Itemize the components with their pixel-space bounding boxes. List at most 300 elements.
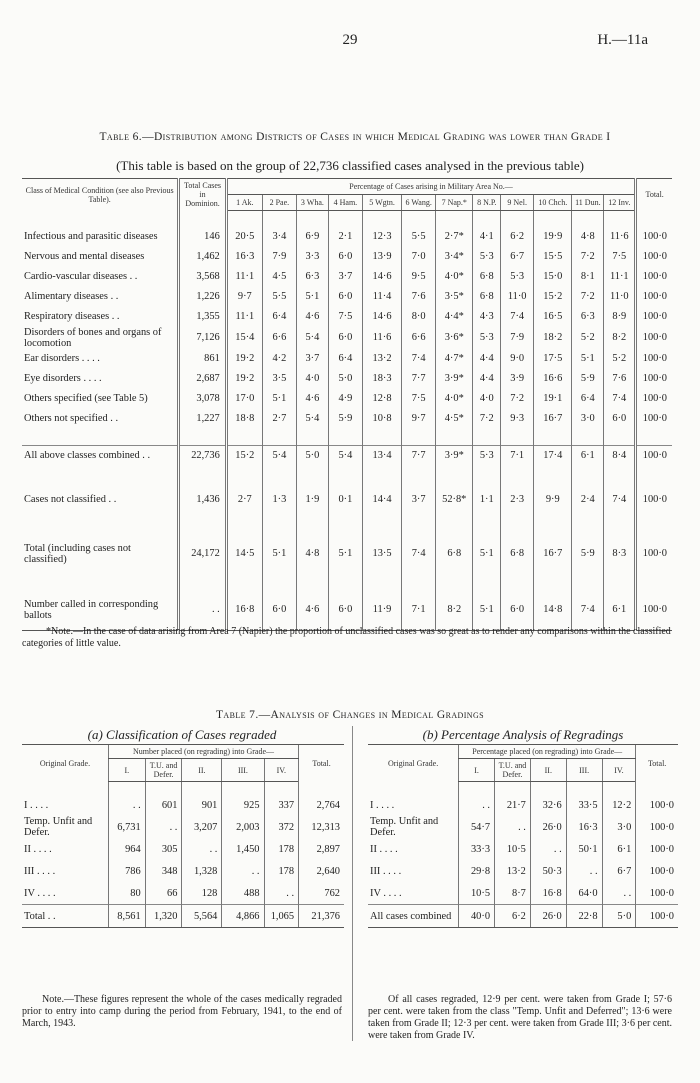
percent-cell: 7·9 (262, 247, 296, 267)
percent-cell: 5·1 (328, 534, 362, 574)
header-grade-5: IV. (602, 759, 636, 782)
ballots-row (22, 590, 672, 631)
row-label: II . . . . (370, 843, 398, 855)
table-row (22, 369, 672, 389)
value-cell: 925 (222, 794, 264, 816)
header-grade-4: III. (566, 759, 602, 782)
table-row (22, 287, 672, 307)
percent-cell: 6·9 (296, 227, 328, 247)
percent-cell: 15·4 (226, 327, 262, 349)
total-cell: 100·0 (636, 860, 678, 882)
header-grade-3: II. (530, 759, 566, 782)
total-cell: 762 (299, 882, 344, 905)
percent-cell: 5·1 (473, 590, 501, 631)
value-cell: . . (108, 794, 145, 816)
percent-cell: 7·4 (402, 349, 436, 369)
row-label: All cases combined (368, 905, 459, 928)
row-label: Total (including cases not classified) (24, 542, 131, 565)
row-label: Infectious and parasitic diseases (24, 231, 158, 242)
percent-cell: 3·7 (296, 349, 328, 369)
total-cell: 100·0 (636, 287, 672, 307)
percent-cell: 3·7 (402, 490, 436, 510)
row-label: Alimentary diseases . . (24, 291, 119, 302)
percent-cell: 2·4 (572, 490, 604, 510)
percent-cell: 5·1 (572, 349, 604, 369)
percent-cell: 9·9 (534, 490, 572, 510)
total-cell: 100·0 (636, 490, 672, 510)
value-cell: 4,866 (222, 905, 264, 928)
table-row (22, 838, 344, 860)
percent-cell: 7·1 (402, 590, 436, 631)
percent-cell: 5·4 (328, 445, 362, 466)
percent-cell: 13·9 (362, 247, 401, 267)
row-label: Respiratory diseases . . (24, 311, 120, 322)
header-total: Total. (636, 745, 678, 782)
percent-cell: 6·4 (262, 307, 296, 327)
page-number: 29 (342, 32, 358, 48)
not-classified-row (22, 490, 672, 510)
percent-cell: 4·0 (296, 369, 328, 389)
value-cell: 372 (264, 816, 299, 838)
spacer-row (22, 210, 672, 227)
percent-cell: 3·9* (436, 369, 473, 389)
percent-cell: 16·6 (534, 369, 572, 389)
spacer-row (22, 429, 672, 446)
header-area-2: 2 Pae. (262, 194, 296, 210)
percent-cell: 0·1 (328, 490, 362, 510)
percent-cell: 14·6 (362, 307, 401, 327)
value-cell: 66 (145, 882, 182, 905)
percent-cell: 6·8 (473, 267, 501, 287)
percent-cell: 4·3 (473, 307, 501, 327)
cases-cell: 1,436 (179, 490, 226, 510)
table-row (22, 794, 344, 816)
percent-cell: 7·4 (501, 307, 534, 327)
percent-cell: 4·5 (262, 267, 296, 287)
total-row (22, 905, 344, 928)
percent-cell: 5·1 (473, 534, 501, 574)
value-cell: 488 (222, 882, 264, 905)
cases-cell: 146 (179, 227, 226, 247)
row-label: II . . . . (24, 843, 52, 855)
percent-cell: 5·3 (473, 247, 501, 267)
table7-title: Table 7.—Analysis of Changes in Medical Gradings (216, 709, 484, 721)
total-cell: 100·0 (636, 267, 672, 287)
percent-cell: 6·3 (572, 307, 604, 327)
value-cell: 348 (145, 860, 182, 882)
percent-cell: 5·3 (501, 267, 534, 287)
percent-cell: 9·7 (402, 409, 436, 429)
total-cell: 2,640 (299, 860, 344, 882)
percent-cell: 3·5* (436, 287, 473, 307)
value-cell: 5·0 (602, 905, 636, 928)
table-row (368, 794, 678, 816)
percent-cell: 4·0 (473, 389, 501, 409)
value-cell: 8,561 (108, 905, 145, 928)
percent-cell: 4·8 (572, 227, 604, 247)
percent-cell: 7·6 (402, 287, 436, 307)
percent-cell: 5·2 (604, 349, 636, 369)
percent-cell: 4·9 (328, 389, 362, 409)
value-cell: . . (222, 860, 264, 882)
value-cell: 54·7 (459, 816, 495, 838)
cases-cell: 7,126 (179, 327, 226, 349)
value-cell: 10·5 (495, 838, 531, 860)
value-cell: 901 (182, 794, 222, 816)
value-cell: 2,003 (222, 816, 264, 838)
percent-cell: 1·3 (262, 490, 296, 510)
value-cell: 33·5 (566, 794, 602, 816)
total-cell: 100·0 (636, 389, 672, 409)
row-label: Nervous and mental diseases (24, 251, 145, 262)
percent-cell: 7·2 (572, 287, 604, 307)
percent-cell: 7·9 (501, 327, 534, 349)
percent-cell: 4·4 (473, 369, 501, 389)
percent-cell: 6·8 (501, 534, 534, 574)
percent-cell: 4·1 (473, 227, 501, 247)
header-total: Total. (636, 179, 672, 211)
total-cell: 12,313 (299, 816, 344, 838)
percent-cell: 4·6 (296, 307, 328, 327)
percent-cell: 17·4 (534, 445, 572, 466)
percent-cell: 19·2 (226, 349, 262, 369)
value-cell: 1,328 (182, 860, 222, 882)
percent-cell: 6·4 (328, 349, 362, 369)
percent-cell: 8·4 (604, 445, 636, 466)
value-cell: . . (182, 838, 222, 860)
total-cell: 100·0 (636, 349, 672, 369)
percent-cell: 15·2 (226, 445, 262, 466)
value-cell: 601 (145, 794, 182, 816)
table-row (22, 882, 344, 905)
percent-cell: 14·5 (226, 534, 262, 574)
value-cell: 1,065 (264, 905, 299, 928)
percent-cell: 11·6 (604, 227, 636, 247)
percent-cell: 14·4 (362, 490, 401, 510)
percent-cell: 8·9 (604, 307, 636, 327)
header-area-3: 3 Wha. (296, 194, 328, 210)
value-cell: 6,731 (108, 816, 145, 838)
percent-cell: 6·1 (604, 590, 636, 631)
value-cell: 64·0 (566, 882, 602, 905)
percent-cell: 6·8 (473, 287, 501, 307)
table-row (368, 838, 678, 860)
total-cell: 100·0 (636, 534, 672, 574)
percent-cell: 13·4 (362, 445, 401, 466)
table-row (368, 860, 678, 882)
cases-cell: . . (179, 590, 226, 631)
total-cell: 21,376 (299, 905, 344, 928)
row-label: I . . . . (370, 799, 395, 811)
table-row (22, 349, 672, 369)
percent-cell: 6·0 (328, 287, 362, 307)
percent-cell: 5·5 (402, 227, 436, 247)
percent-cell: 6·0 (501, 590, 534, 631)
spacer-row (22, 574, 672, 590)
percent-cell: 15·0 (534, 267, 572, 287)
table6-footnote: *Note.—In the case of data arising from Area 7 (Napier) the proportion of unclassified cases was so great as to render any comparisons within the classified categories of little value. (22, 626, 671, 649)
percent-cell: 4·0* (436, 267, 473, 287)
value-cell: 6·1 (602, 838, 636, 860)
percent-cell: 4·7* (436, 349, 473, 369)
table-row (22, 409, 672, 429)
percent-cell: 15·5 (534, 247, 572, 267)
row-label: Disorders of bones and organs of locomotion (24, 326, 162, 349)
cases-cell: 3,078 (179, 389, 226, 409)
value-cell: 40·0 (459, 905, 495, 928)
value-cell: 3,207 (182, 816, 222, 838)
percent-cell: 11·1 (604, 267, 636, 287)
value-cell: . . (566, 860, 602, 882)
row-label: Eye disorders . . . . (24, 373, 102, 384)
percent-cell: 5·1 (296, 287, 328, 307)
percent-cell: 3·6* (436, 327, 473, 349)
value-cell: 8·7 (495, 882, 531, 905)
percent-cell: 6·0 (328, 247, 362, 267)
value-cell: 964 (108, 838, 145, 860)
total-cell: 100·0 (636, 247, 672, 267)
row-label: III . . . . (24, 865, 56, 877)
header-area-4: 4 Ham. (328, 194, 362, 210)
percent-cell: 5·0 (296, 445, 328, 466)
table6-title: Table 6.—Distribution among Districts of Cases in which Medical Grading was lower than Grade I (99, 131, 611, 143)
percent-cell: 8·2 (604, 327, 636, 349)
header-number-placed: Number placed (on regrading) into Grade— (108, 745, 298, 759)
total-cell: 100·0 (636, 794, 678, 816)
percent-cell: 7·4 (402, 534, 436, 574)
percent-cell: 12·3 (362, 227, 401, 247)
percent-cell: 15·2 (534, 287, 572, 307)
header-grade-2: T.U. and Defer. (495, 759, 531, 782)
percent-cell: 7·6 (604, 369, 636, 389)
value-cell: 13·2 (495, 860, 531, 882)
percent-cell: 17·0 (226, 389, 262, 409)
cases-cell: 861 (179, 349, 226, 369)
value-cell: 33·3 (459, 838, 495, 860)
percent-cell: 7·7 (402, 445, 436, 466)
table7a-note: Note.—These figures represent the whole of the cases medically regraded prior to entry into camp during the period from February, 1941, to the end of March, 1943. (22, 994, 342, 1029)
row-label: All above classes combined . . (22, 445, 179, 466)
percent-cell: 3·3 (296, 247, 328, 267)
value-cell: 305 (145, 838, 182, 860)
total-cell: 100·0 (636, 590, 672, 631)
row-label: Others not specified . . (24, 413, 119, 424)
percent-cell: 11·0 (501, 287, 534, 307)
cases-cell: 22,736 (179, 445, 226, 466)
percent-cell: 9·5 (402, 267, 436, 287)
value-cell: 1,320 (145, 905, 182, 928)
value-cell: 26·0 (530, 816, 566, 838)
table-row (22, 860, 344, 882)
value-cell: 1,450 (222, 838, 264, 860)
cases-cell: 2,687 (179, 369, 226, 389)
percent-cell: 6·7 (501, 247, 534, 267)
percent-cell: 3·9 (501, 369, 534, 389)
percent-cell: 13·2 (362, 349, 401, 369)
percent-cell: 4·4 (473, 349, 501, 369)
value-cell: 16·3 (566, 816, 602, 838)
cases-cell: 1,355 (179, 307, 226, 327)
header-area-5: 5 Wgtn. (362, 194, 401, 210)
total-row (22, 534, 672, 574)
table7a-subtitle: (a) Classification of Cases regraded (87, 727, 277, 742)
spacer-row (22, 510, 672, 534)
total-cell: 100·0 (636, 327, 672, 349)
percent-cell: 18·3 (362, 369, 401, 389)
header-area-10: 10 Chch. (534, 194, 572, 210)
percent-cell: 6·3 (296, 267, 328, 287)
percent-cell: 19·2 (226, 369, 262, 389)
value-cell: 128 (182, 882, 222, 905)
percent-cell: 3·4 (262, 227, 296, 247)
row-label: Temp. Unfit and Defer. (370, 816, 439, 838)
percent-cell: 13·5 (362, 534, 401, 574)
value-cell: 178 (264, 838, 299, 860)
percent-cell: 4·4* (436, 307, 473, 327)
header-grade-2: T.U. and Defer. (145, 759, 182, 782)
percent-cell: 1·1 (473, 490, 501, 510)
table-row (368, 816, 678, 838)
percent-cell: 11·1 (226, 267, 262, 287)
header-grade-1: I. (459, 759, 495, 782)
percent-cell: 2·7 (226, 490, 262, 510)
table-row (22, 247, 672, 267)
row-label: Total . . (22, 905, 108, 928)
header-area-9: 9 Nel. (501, 194, 534, 210)
header-area-group: Percentage of Cases arising in Military Area No.— (226, 179, 636, 195)
percent-cell: 6·2 (501, 227, 534, 247)
header-area-12: 12 Inv. (604, 194, 636, 210)
percent-cell: 11·9 (362, 590, 401, 631)
percent-cell: 4·5* (436, 409, 473, 429)
value-cell: . . (602, 882, 636, 905)
percent-cell: 3·4* (436, 247, 473, 267)
page-reference: H.—11a (597, 32, 648, 48)
table7b (368, 744, 678, 928)
value-cell: 337 (264, 794, 299, 816)
percent-cell: 20·5 (226, 227, 262, 247)
percent-cell: 1·9 (296, 490, 328, 510)
percent-cell: 19·1 (534, 389, 572, 409)
percent-cell: 2·7 (262, 409, 296, 429)
percent-cell: 6·4 (572, 389, 604, 409)
percent-cell: 16·8 (226, 590, 262, 631)
value-cell: . . (530, 838, 566, 860)
percent-cell: 5·0 (328, 369, 362, 389)
percent-cell: 5·1 (262, 534, 296, 574)
percent-cell: 9·0 (501, 349, 534, 369)
total-row (368, 905, 678, 928)
cases-cell: 1,227 (179, 409, 226, 429)
value-cell: . . (459, 794, 495, 816)
percent-cell: 4·8 (296, 534, 328, 574)
value-cell: 80 (108, 882, 145, 905)
percent-cell: 14·8 (534, 590, 572, 631)
row-label: Others specified (see Table 5) (24, 393, 148, 404)
total-cell: 100·0 (636, 369, 672, 389)
percent-cell: 8·1 (572, 267, 604, 287)
percent-cell: 7·4 (572, 590, 604, 631)
total-cell: 2,764 (299, 794, 344, 816)
header-total-cases: Total Cases in Dominion. (179, 179, 226, 211)
value-cell: 178 (264, 860, 299, 882)
percent-cell: 3·5 (262, 369, 296, 389)
spacer-row (22, 782, 344, 795)
percent-cell: 14·6 (362, 267, 401, 287)
percent-cell: 52·8* (436, 490, 473, 510)
percent-cell: 16·5 (534, 307, 572, 327)
cases-cell: 1,226 (179, 287, 226, 307)
header-area-7: 7 Nap.* (436, 194, 473, 210)
percent-cell: 8·2 (436, 590, 473, 631)
percent-cell: 7·7 (402, 369, 436, 389)
percent-cell: 9·7 (226, 287, 262, 307)
total-cell: 100·0 (636, 227, 672, 247)
table6 (22, 178, 672, 631)
percent-cell: 6·0 (262, 590, 296, 631)
cases-cell: 24,172 (179, 534, 226, 574)
percent-cell: 6·0 (328, 327, 362, 349)
header-original-grade: Original Grade. (22, 745, 108, 782)
value-cell: 22·8 (566, 905, 602, 928)
percent-cell: 18·8 (226, 409, 262, 429)
total-cell: 100·0 (636, 838, 678, 860)
header-grade-1: I. (108, 759, 145, 782)
row-label: I . . . . (24, 799, 49, 811)
total-cell: 100·0 (636, 409, 672, 429)
total-cell: 100·0 (636, 445, 672, 466)
row-label: Number called in corresponding ballots (22, 590, 179, 631)
percent-cell: 6·0 (604, 409, 636, 429)
total-cell: 100·0 (636, 307, 672, 327)
percent-cell: 11·1 (226, 307, 262, 327)
percent-cell: 11·0 (604, 287, 636, 307)
percent-cell: 5·1 (262, 389, 296, 409)
percent-cell: 11·4 (362, 287, 401, 307)
percent-cell: 5·3 (473, 327, 501, 349)
percent-cell: 4·6 (296, 389, 328, 409)
row-label: IV . . . . (370, 887, 402, 899)
percent-cell: 5·4 (262, 445, 296, 466)
value-cell: 21·7 (495, 794, 531, 816)
row-label: Cardio-vascular diseases . . (24, 271, 138, 282)
percent-cell: 6·8 (436, 534, 473, 574)
percent-cell: 7·5 (402, 389, 436, 409)
header-original-grade: Original Grade. (368, 745, 459, 782)
percent-cell: 7·1 (501, 445, 534, 466)
value-cell: 786 (108, 860, 145, 882)
row-label: Cases not classified . . (24, 494, 117, 505)
table7b-note: Of all cases regraded, 12·9 per cent. were taken from Grade I; 57·6 per cent. were taken from the class "Temp. Unfit and Deferred"; 13·6 were taken from Grade II; 12·3 per cent. were taken from Grade III; 3·6 per cent. were taken from Grade IV. (368, 994, 672, 1041)
table7b-subtitle: (b) Percentage Analysis of Regradings (422, 727, 624, 742)
header-area-11: 11 Dun. (572, 194, 604, 210)
percent-cell: 3·9* (436, 445, 473, 466)
percent-cell: 16·3 (226, 247, 262, 267)
total-cell: 100·0 (636, 816, 678, 838)
percent-cell: 4·0* (436, 389, 473, 409)
table-row (22, 267, 672, 287)
header-grade-5: IV. (264, 759, 299, 782)
percent-cell: 3·7 (328, 267, 362, 287)
value-cell: . . (264, 882, 299, 905)
percent-cell: 5·9 (572, 534, 604, 574)
percent-cell: 7·4 (604, 389, 636, 409)
value-cell: 5,564 (182, 905, 222, 928)
percent-cell: 7·2 (572, 247, 604, 267)
header-area-8: 8 N.P. (473, 194, 501, 210)
percent-cell: 4·2 (262, 349, 296, 369)
percent-cell: 2·7* (436, 227, 473, 247)
